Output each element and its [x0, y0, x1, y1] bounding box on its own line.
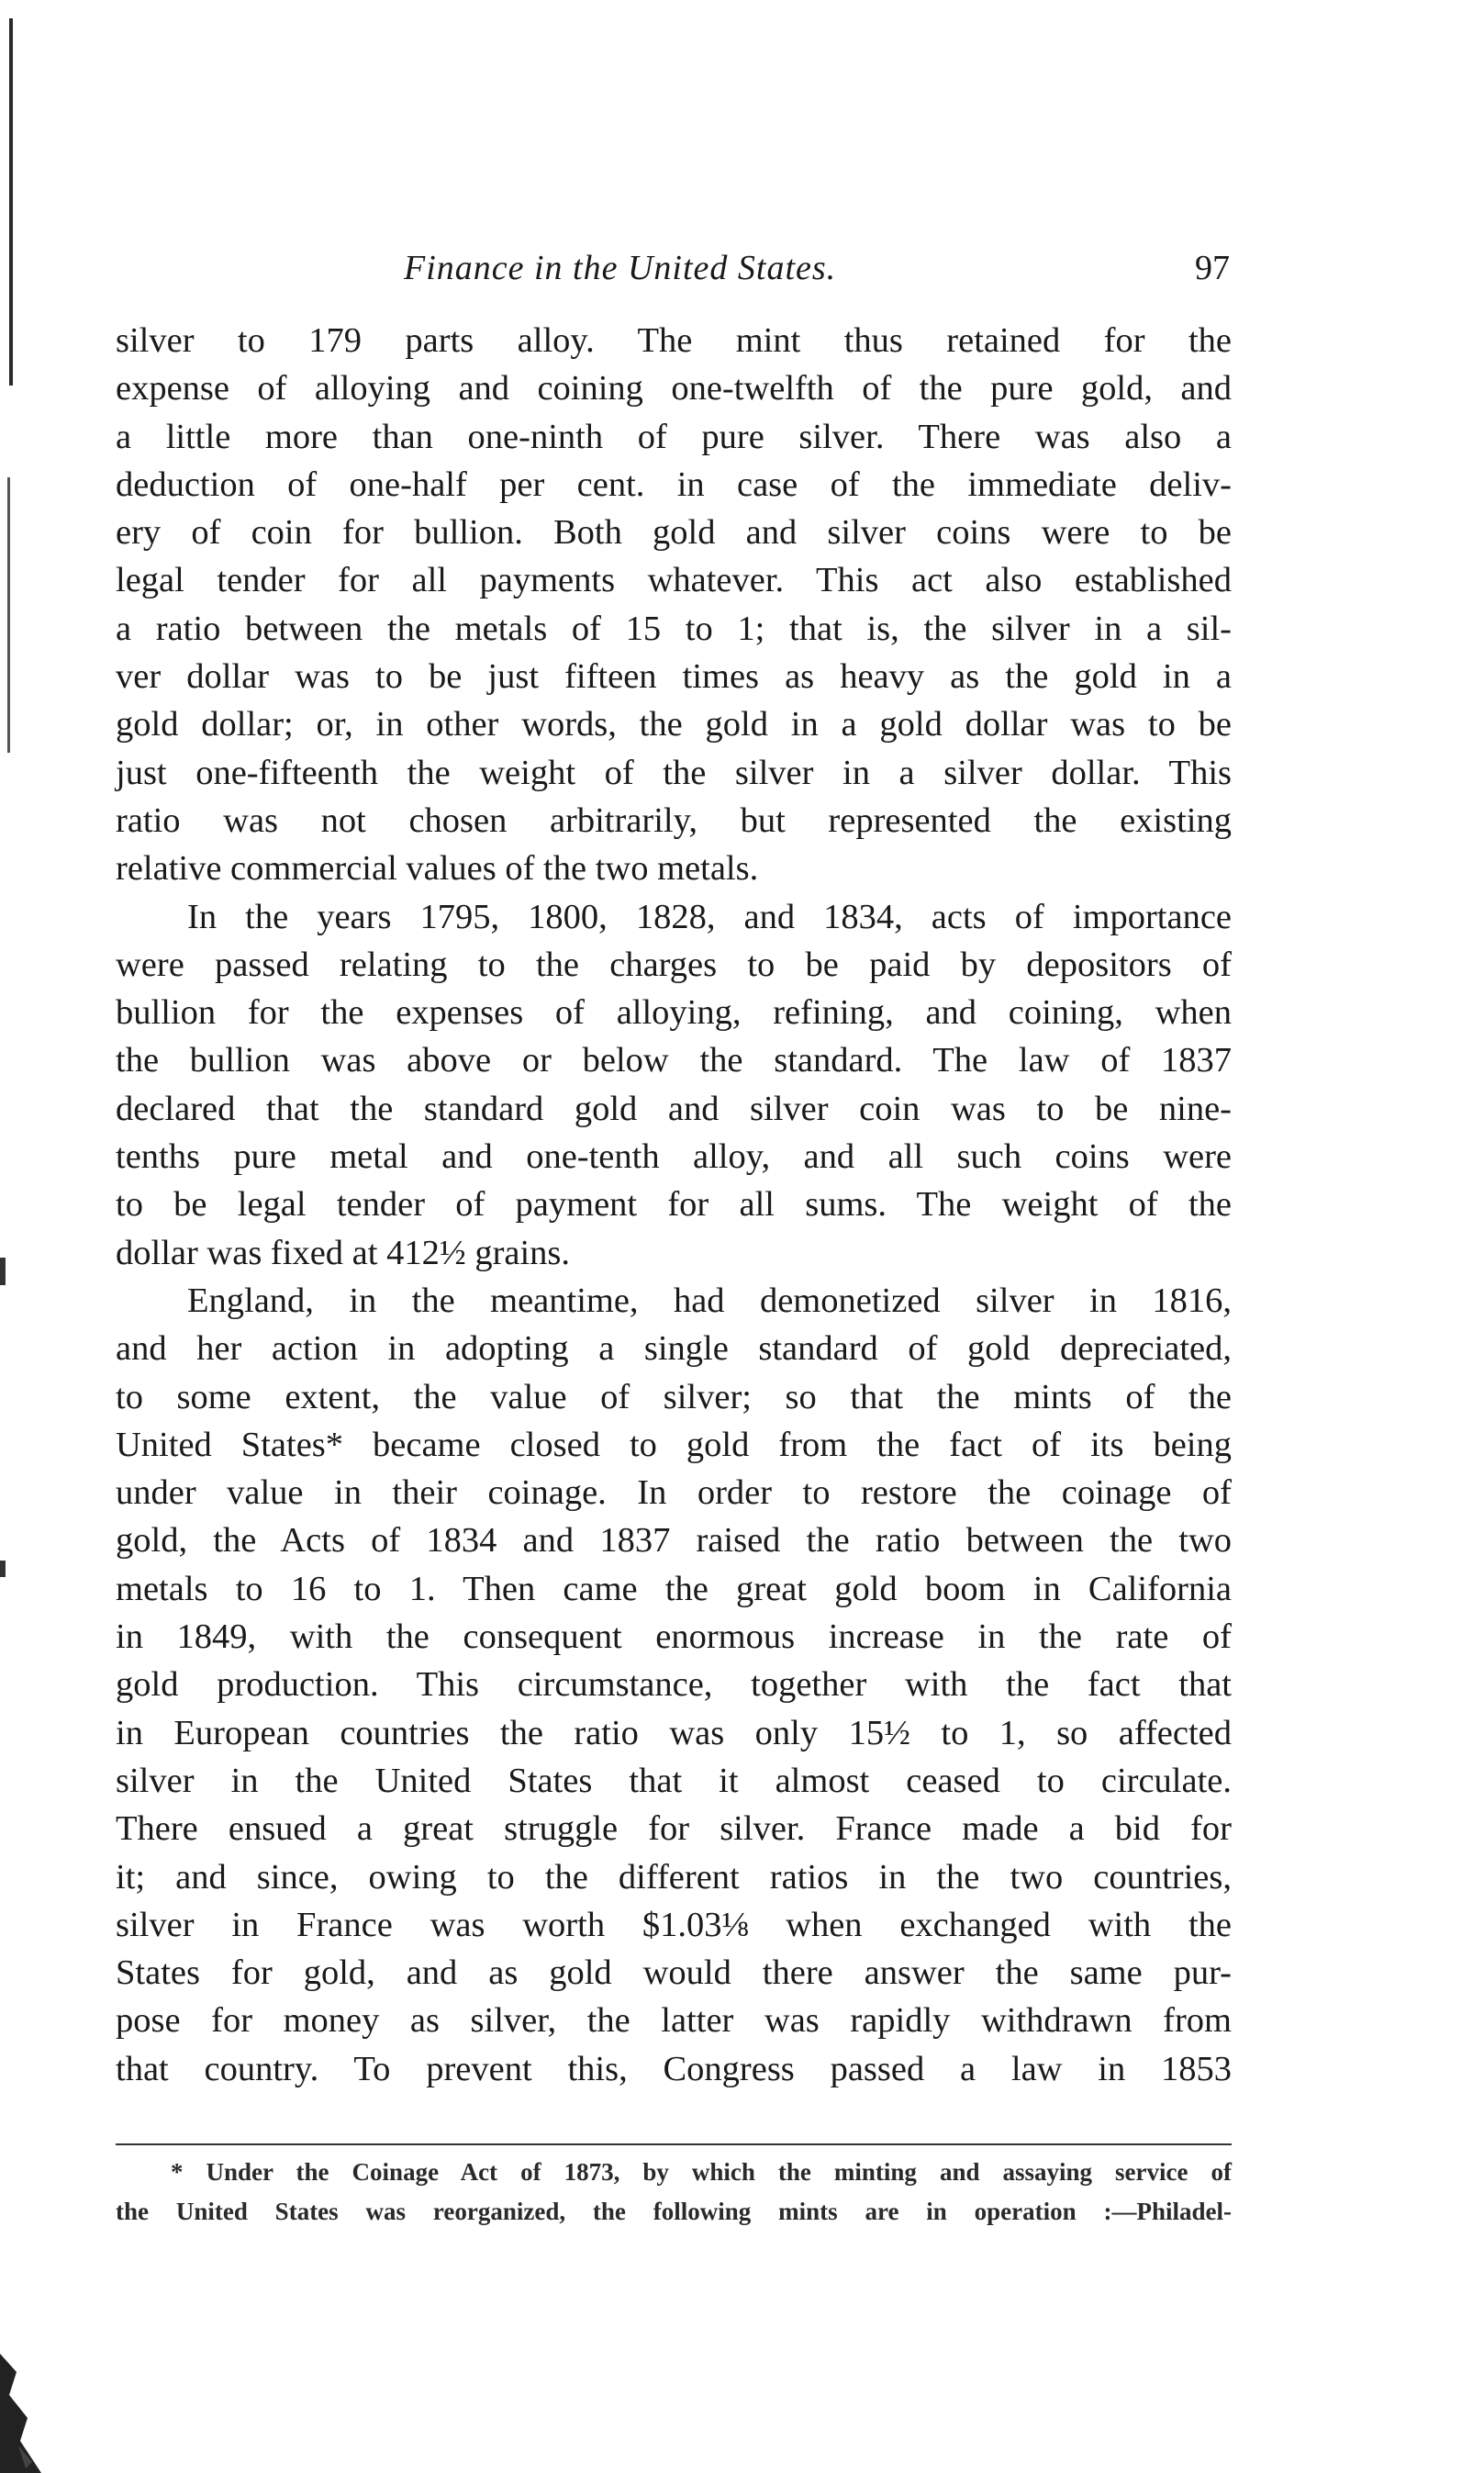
footnote-line: * Under the Coinage Act of 1873, by which the minting and assaying service of: [171, 2158, 1232, 2186]
binding-shadow: [7, 477, 10, 753]
text-line: to be legal tender of payment for all sums. The weight of the: [116, 1185, 1232, 1225]
binding-shadow: [9, 18, 13, 386]
text-line: tenths pure metal and one-tenth alloy, and all such coins were: [116, 1137, 1232, 1177]
paragraph-3: [116, 1277, 1232, 2093]
text-line: States for gold, and as gold would there answer the same pur-: [116, 1953, 1232, 1993]
scan-corner-smudge: [0, 2354, 73, 2473]
text-line: United States* became closed to gold from the fact of its being: [116, 1425, 1232, 1464]
text-line: ery of coin for bullion. Both gold and silver coins were to be: [116, 513, 1232, 553]
running-head: [404, 248, 1230, 303]
running-title: Finance in the United States.: [404, 249, 837, 287]
binding-mark: [0, 1561, 6, 1577]
paragraph-2: [116, 893, 1232, 1277]
binding-mark: [0, 1258, 6, 1285]
text-line: dollar was fixed at 412½ grains.: [116, 1233, 571, 1272]
text-line: ver dollar was to be just fifteen times as heavy as the gold in a: [116, 657, 1232, 697]
text-line: England, in the meantime, had demonetized silver in 1816,: [187, 1281, 1232, 1320]
text-line: metals to 16 to 1. Then came the great gold boom in California: [116, 1569, 1232, 1608]
text-line: In the years 1795, 1800, 1828, and 1834, acts of importance: [187, 897, 1232, 936]
text-line: the bullion was above or below the standard. The law of 1837: [116, 1041, 1232, 1080]
text-line: to some extent, the value of silver; so that the mints of the: [116, 1377, 1232, 1416]
text-line: gold dollar; or, in other words, the gold in a gold dollar was to be: [116, 705, 1232, 744]
text-line: gold production. This circumstance, together with the fact that: [116, 1665, 1232, 1705]
text-line: just one-fifteenth the weight of the silver in a silver dollar. This: [116, 753, 1232, 792]
text-line: ratio was not chosen arbitrarily, but represented the existing: [116, 800, 1232, 840]
text-line: silver in France was worth $1.03⅛ when exchanged with the: [116, 1905, 1232, 1944]
footnote-line: the United States was reorganized, the following mints are in operation :—Philadel-: [116, 2198, 1232, 2225]
text-line: under value in their coinage. In order to restore the coinage of: [116, 1473, 1232, 1513]
paragraph-1: [116, 317, 1232, 893]
text-line: a little more than one-ninth of pure silver. There was also a: [116, 417, 1232, 456]
text-line: pose for money as silver, the latter was rapidly withdrawn from: [116, 2001, 1232, 2041]
body-text: [116, 317, 1232, 2093]
page-number: 97: [1195, 249, 1230, 287]
text-line: declared that the standard gold and silver coin was to be nine-: [116, 1089, 1232, 1128]
text-line: in 1849, with the consequent enormous increase in the rate of: [116, 1617, 1232, 1657]
text-line: in European countries the ratio was only 15½ to 1, so affected: [116, 1713, 1232, 1752]
text-line: expense of alloying and coining one-twelfth of the pure gold, and: [116, 369, 1232, 408]
text-line: that country. To prevent this, Congress passed a law in 1853: [116, 2049, 1232, 2088]
footnote: [116, 2153, 1232, 2232]
text-line: it; and since, owing to the different ratios in the two countries,: [116, 1857, 1232, 1897]
scan-binding-edge: [0, 0, 24, 2473]
footnote-divider: [116, 2143, 1232, 2145]
text-line: deduction of one-half per cent. in case of the immediate deliv-: [116, 464, 1232, 504]
text-line: were passed relating to the charges to be paid by depositors of: [116, 945, 1232, 984]
text-line: a ratio between the metals of 15 to 1; that is, the silver in a sil-: [116, 609, 1232, 648]
text-line: silver in the United States that it almost ceased to circulate.: [116, 1761, 1232, 1800]
text-line: gold, the Acts of 1834 and 1837 raised the ratio between the two: [116, 1521, 1232, 1561]
text-line: There ensued a great struggle for silver. France made a bid for: [116, 1809, 1232, 1849]
text-line: relative commercial values of the two metals.: [116, 849, 759, 889]
text-line: silver to 179 parts alloy. The mint thus retained for the: [116, 321, 1232, 360]
text-line: and her action in adopting a single standard of gold depreciated,: [116, 1329, 1232, 1369]
text-line: bullion for the expenses of alloying, refining, and coining, when: [116, 993, 1232, 1033]
text-line: legal tender for all payments whatever. This act also established: [116, 561, 1232, 600]
